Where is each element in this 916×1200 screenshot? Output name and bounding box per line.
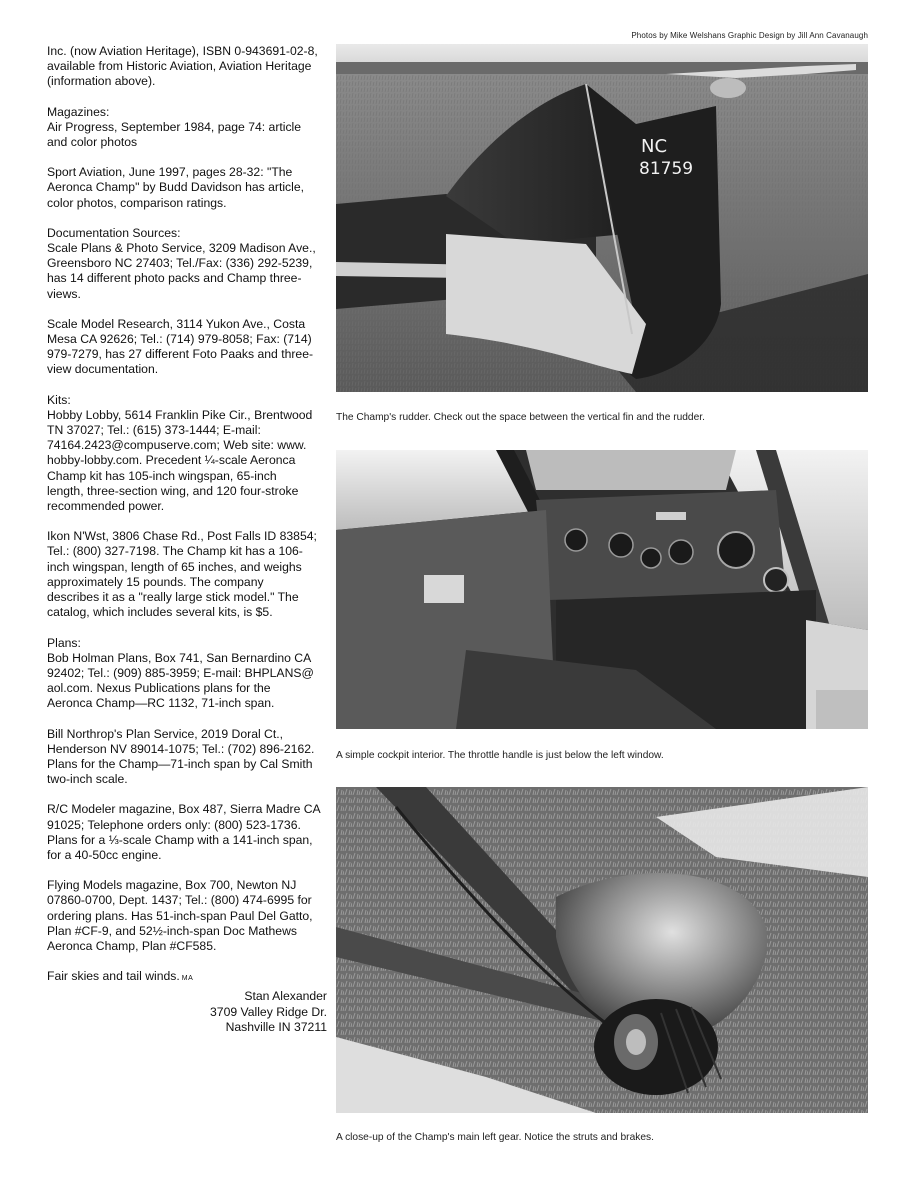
rudder-caption: The Champ's rudder. Check out the space between the vertical fin and the rudder. bbox=[336, 412, 705, 423]
paragraph-scale-model-research bbox=[47, 317, 335, 378]
text-line: Hobby Lobby, 5614 Franklin Pike Cir., Brentwood bbox=[47, 407, 313, 422]
text-line: 91025; Telephone orders only: (800) 523-1736. bbox=[47, 817, 301, 832]
text-line: has 14 different photo packs and Champ three- bbox=[47, 271, 302, 286]
section-heading: Plans: bbox=[47, 635, 81, 650]
text-line: Champ kit has 105-inch wingspan, 65-inch bbox=[47, 468, 277, 483]
text-line: Aeronca Champ—RC 1132, 71-inch span. bbox=[47, 696, 275, 711]
author-street: 3709 Valley Ridge Dr. bbox=[210, 1004, 327, 1019]
text-line: aol.com. Nexus Publications plans for the bbox=[47, 681, 271, 696]
resources-column bbox=[47, 44, 335, 1035]
text-line: Mesa CA 92626; Tel.: (714) 979-8058; Fax: (714) bbox=[47, 332, 312, 347]
text-line: Bill Northrop's Plan Service, 2019 Doral Ct., bbox=[47, 726, 284, 741]
paragraph-ikon bbox=[47, 529, 335, 620]
paragraph-publisher bbox=[47, 44, 335, 90]
closing-line bbox=[47, 969, 335, 986]
text-line: Aeronca Champ, Plan #CF585. bbox=[47, 938, 217, 953]
text-line: view documentation. bbox=[47, 362, 159, 377]
text-line: Bob Holman Plans, Box 741, San Bernardino CA bbox=[47, 650, 312, 665]
text-line: describes it as a "really large stick model." The bbox=[47, 590, 299, 605]
end-mark: MA bbox=[181, 975, 194, 983]
cockpit-photo bbox=[336, 450, 868, 729]
section-heading: Kits: bbox=[47, 392, 71, 407]
paragraph-northrop bbox=[47, 727, 335, 788]
paragraph-magazines bbox=[47, 105, 335, 151]
text-line: Air Progress, September 1984, page 74: article bbox=[47, 119, 302, 134]
text-line: available from Historic Aviation, Aviation Heritage bbox=[47, 59, 312, 74]
text-line: Plan #CF-9, and 52½-inch-span Doc Mathews bbox=[47, 923, 297, 938]
text-line: and color photos bbox=[47, 135, 138, 150]
section-heading: Magazines: bbox=[47, 104, 110, 119]
paragraph-rc-modeler bbox=[47, 802, 335, 863]
text-line: inch wingspan, length of 65 inches, and weighs bbox=[47, 559, 302, 574]
text-line: Sport Aviation, June 1997, pages 28-32: "The bbox=[47, 165, 293, 180]
rudder-photo bbox=[336, 44, 868, 392]
registration-top: NC bbox=[641, 136, 668, 157]
text-line: recommended power. bbox=[47, 499, 165, 514]
text-line: Tel.: (800) 327-7198. The Champ kit has a 106- bbox=[47, 544, 303, 559]
text-line: 74164.2423@compuserve.com; Web site: www. bbox=[47, 438, 307, 453]
text-line: Plans for the Champ—71-inch span by Cal Smith bbox=[47, 756, 313, 771]
paragraph-documentation bbox=[47, 226, 335, 302]
text-line: two-inch scale. bbox=[47, 772, 128, 787]
paragraph-kits bbox=[47, 393, 335, 515]
paragraph-plans bbox=[47, 636, 335, 712]
text-line: views. bbox=[47, 286, 81, 301]
text-line: 07860-0700, Dept. 1437; Tel.: (800) 474-6995 for bbox=[47, 893, 312, 908]
text-line: hobby-lobby.com. Precedent ¼-scale Aeronca bbox=[47, 453, 296, 468]
text-line: Inc. (now Aviation Heritage), ISBN 0-943691-02-8, bbox=[47, 44, 318, 58]
text-line: Ikon N'Wst, 3806 Chase Rd., Post Falls ID 83854; bbox=[47, 529, 317, 544]
gear-photo bbox=[336, 787, 868, 1113]
registration-number: 81759 bbox=[639, 159, 694, 179]
text-line: Flying Models magazine, Box 700, Newton NJ bbox=[47, 878, 297, 893]
text-line: for a 40-50cc engine. bbox=[47, 847, 162, 862]
text-line: 92402; Tel.: (909) 885-3959; E-mail: BHPLANS@ bbox=[47, 665, 314, 680]
text-line: Plans for a ⅓-scale Champ with a 141-inch span, bbox=[47, 832, 313, 847]
author-name: Stan Alexander bbox=[244, 989, 327, 1004]
text-line: Aeronca Champ" by Budd Davidson has article, bbox=[47, 180, 305, 195]
text-line: length, three-section wing, and 120 four-stroke bbox=[47, 483, 299, 498]
text-line: TN 37027; Tel.: (615) 373-1444; E-mail: bbox=[47, 423, 261, 438]
closing-text: Fair skies and tail winds. bbox=[47, 969, 180, 984]
cockpit-caption: A simple cockpit interior. The throttle handle is just below the left window. bbox=[336, 750, 664, 761]
author-city: Nashville IN 37211 bbox=[225, 1019, 327, 1034]
text-line: approximately 15 pounds. The company bbox=[47, 574, 264, 589]
text-line: catalog, which includes several kits, is $5. bbox=[47, 605, 273, 620]
text-line: Henderson NV 89014-1075; Tel.: (702) 896-2162. bbox=[47, 741, 315, 756]
gear-caption: A close-up of the Champ's main left gear. Notice the struts and brakes. bbox=[336, 1132, 654, 1143]
paragraph-sport-aviation bbox=[47, 165, 335, 211]
text-line: Scale Plans & Photo Service, 3209 Madison Ave., bbox=[47, 241, 316, 256]
text-line: R/C Modeler magazine, Box 487, Sierra Madre CA bbox=[47, 802, 321, 817]
photo-credits: Photos by Mike Welshans Graphic Design by Jill Ann Cavanaugh bbox=[631, 31, 868, 40]
text-line: Scale Model Research, 3114 Yukon Ave., Costa bbox=[47, 316, 306, 331]
text-line: 979-7279, has 27 different Foto Paaks and three- bbox=[47, 347, 314, 362]
text-line: Greensboro NC 27403; Tel./Fax: (336) 292-5239, bbox=[47, 256, 313, 271]
paragraph-flying-models bbox=[47, 878, 335, 954]
text-line: (information above). bbox=[47, 74, 156, 89]
text-line: ordering plans. Has 51-inch-span Paul Del Gatto, bbox=[47, 908, 313, 923]
section-heading: Documentation Sources: bbox=[47, 225, 181, 240]
author-signature bbox=[47, 989, 335, 1035]
text-line: color photos, comparison ratings. bbox=[47, 195, 227, 210]
